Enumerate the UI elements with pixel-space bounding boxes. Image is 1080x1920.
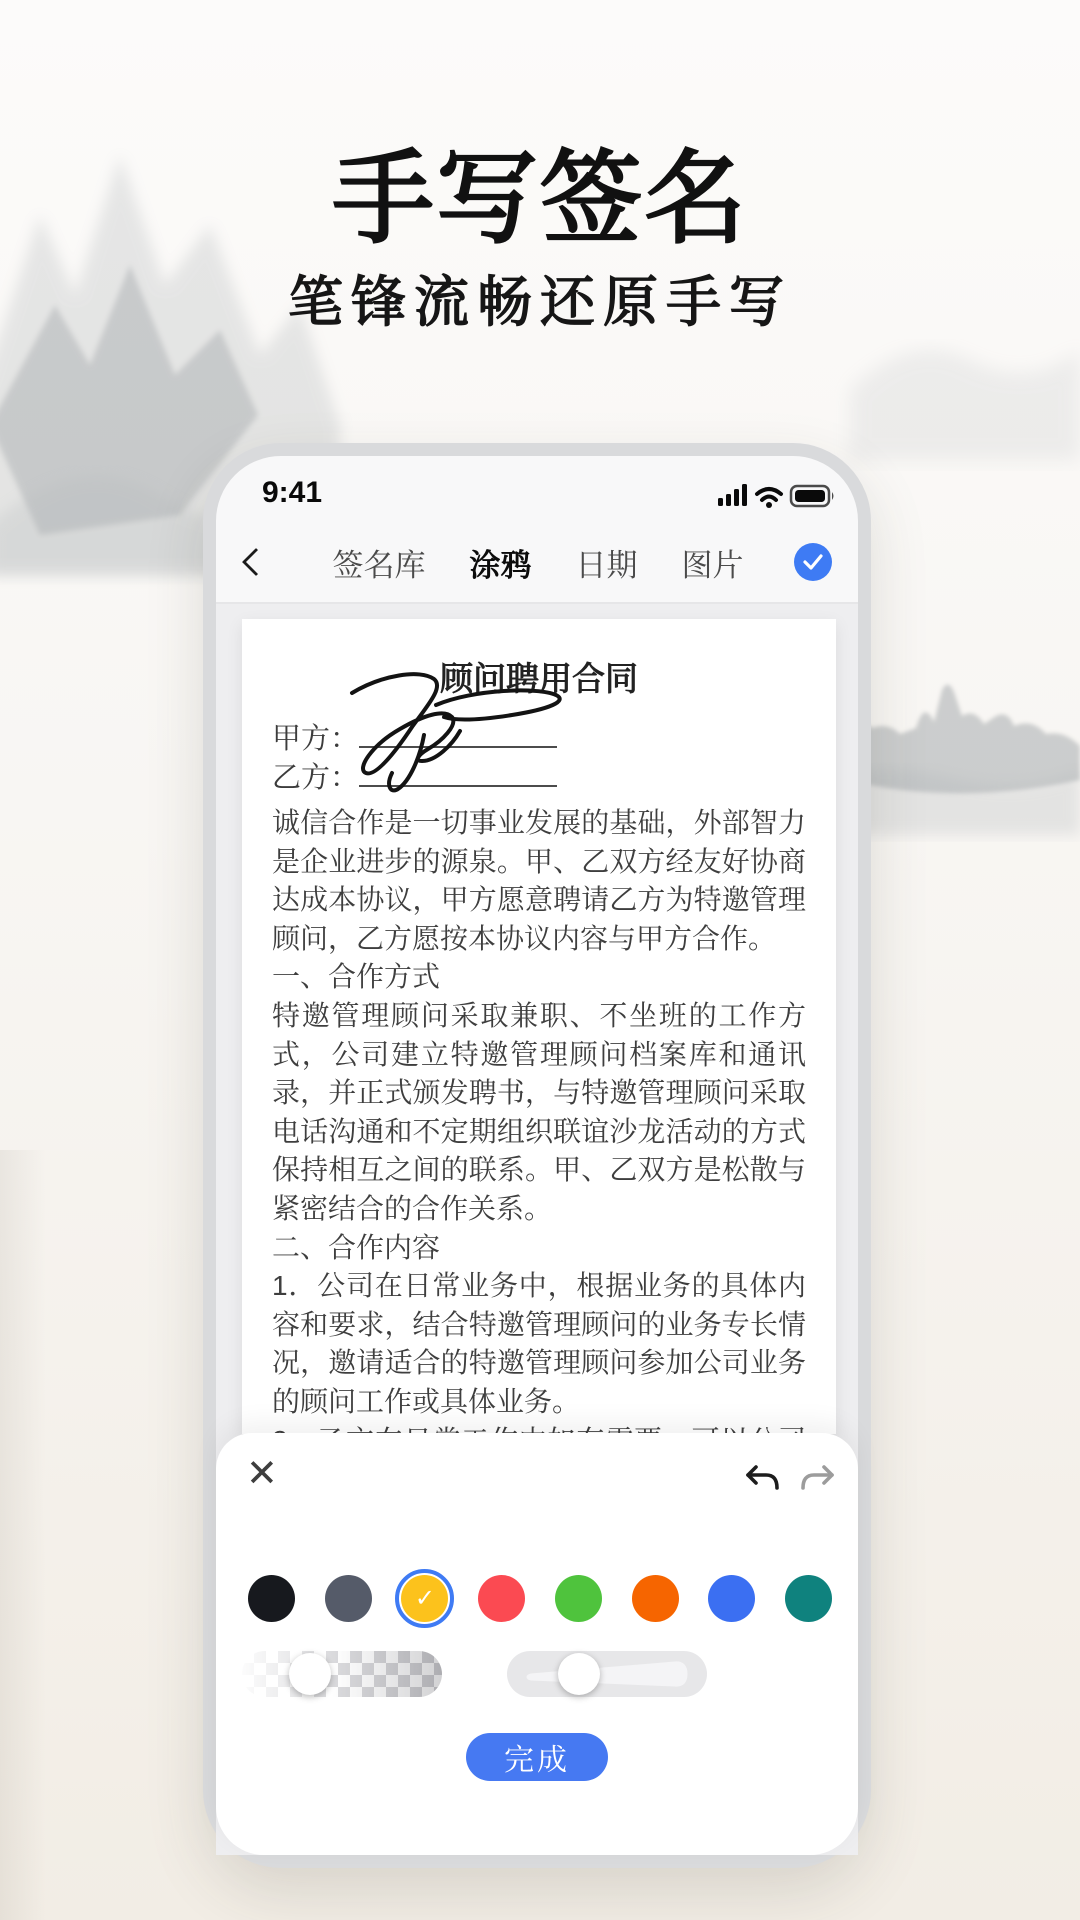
color-swatch-black[interactable] <box>248 1575 295 1622</box>
document-paragraph: 1．公司在日常业务中，根据业务的具体内容和要求，结合特邀管理顾问的业务专长情况，邀请适合的特邀管理顾问参加公司业务的顾问工作或具体业务。 <box>272 1270 806 1417</box>
color-swatch-red[interactable] <box>478 1575 525 1622</box>
document-paragraph: 二、合作内容 <box>272 1231 441 1263</box>
color-swatch-orange[interactable] <box>632 1575 679 1622</box>
confirm-button[interactable] <box>794 543 832 581</box>
document-page <box>242 619 836 1434</box>
tab-date[interactable]: 日期 <box>575 547 638 583</box>
color-swatch-yellow[interactable] <box>401 1575 448 1622</box>
paper-edge-shade <box>0 1150 46 1920</box>
phone-mockup <box>203 443 871 1868</box>
document-title: 顾问聘用合同 <box>440 660 638 697</box>
color-palette <box>248 1575 832 1622</box>
party-b-label: 乙方： <box>272 762 360 794</box>
battery-icon <box>791 486 834 506</box>
history-controls <box>744 1463 836 1493</box>
back-button[interactable] <box>246 544 282 580</box>
tab-list <box>333 540 744 585</box>
status-icons <box>718 482 836 510</box>
redo-button[interactable] <box>800 1463 836 1493</box>
tab-signature-library[interactable]: 签名库 <box>332 547 426 583</box>
undo-button[interactable] <box>744 1463 780 1493</box>
party-a-label: 甲方： <box>272 723 360 755</box>
stroke-width-slider-thumb[interactable] <box>558 1653 600 1695</box>
opacity-slider-thumb[interactable] <box>289 1653 331 1695</box>
document-paragraph: 一、合作方式 <box>272 961 441 993</box>
toolbar-tab-bar <box>216 522 858 602</box>
tab-image[interactable]: 图片 <box>681 547 744 583</box>
page-subtitle: 笔锋流畅还原手写 <box>287 272 792 333</box>
done-button[interactable]: 完成 <box>466 1733 608 1781</box>
stroke-width-slider[interactable] <box>507 1651 707 1697</box>
color-swatch-teal[interactable] <box>785 1575 832 1622</box>
close-button[interactable]: ✕ <box>246 1453 278 1495</box>
color-swatch-green[interactable] <box>555 1575 602 1622</box>
signature-scribble <box>324 665 580 803</box>
document-paragraph: 诚信合作是一切事业发展的基础，外部智力是企业进步的源泉。甲、乙双方经友好协商达成本协议，甲方愿意聘请乙方为特邀管理顾问，乙方愿按本协议内容与甲方合作。 <box>272 807 806 954</box>
wifi-dot <box>766 502 772 508</box>
document-paragraph: 特邀管理顾问采取兼职、不坐班的工作方式，公司建立特邀管理顾问档案库和通讯录，并正式颁发聘书，与特邀管理顾问采取电话沟通和不定期组织联谊沙龙活动的方式保持相互之间的联系。甲、乙双方是松散与紧密结合的合作关系。 <box>272 999 806 1224</box>
selected-check-icon: ✓ <box>414 1585 435 1612</box>
tab-doodle[interactable]: 涂鸦 <box>469 547 532 583</box>
chevron-left-icon <box>242 548 270 576</box>
status-time: 9:41 <box>262 476 323 509</box>
drawing-toolbar-sheet <box>216 1433 858 1855</box>
color-swatch-blue[interactable] <box>708 1575 755 1622</box>
opacity-slider[interactable] <box>242 1651 442 1697</box>
page-title: 手写签名 <box>332 144 748 257</box>
color-swatch-slate-gray[interactable] <box>325 1575 372 1622</box>
check-icon <box>803 554 823 570</box>
signal-bars-icon <box>718 484 747 506</box>
wifi-icon <box>757 489 781 500</box>
stroke-width-taper <box>507 1651 707 1697</box>
